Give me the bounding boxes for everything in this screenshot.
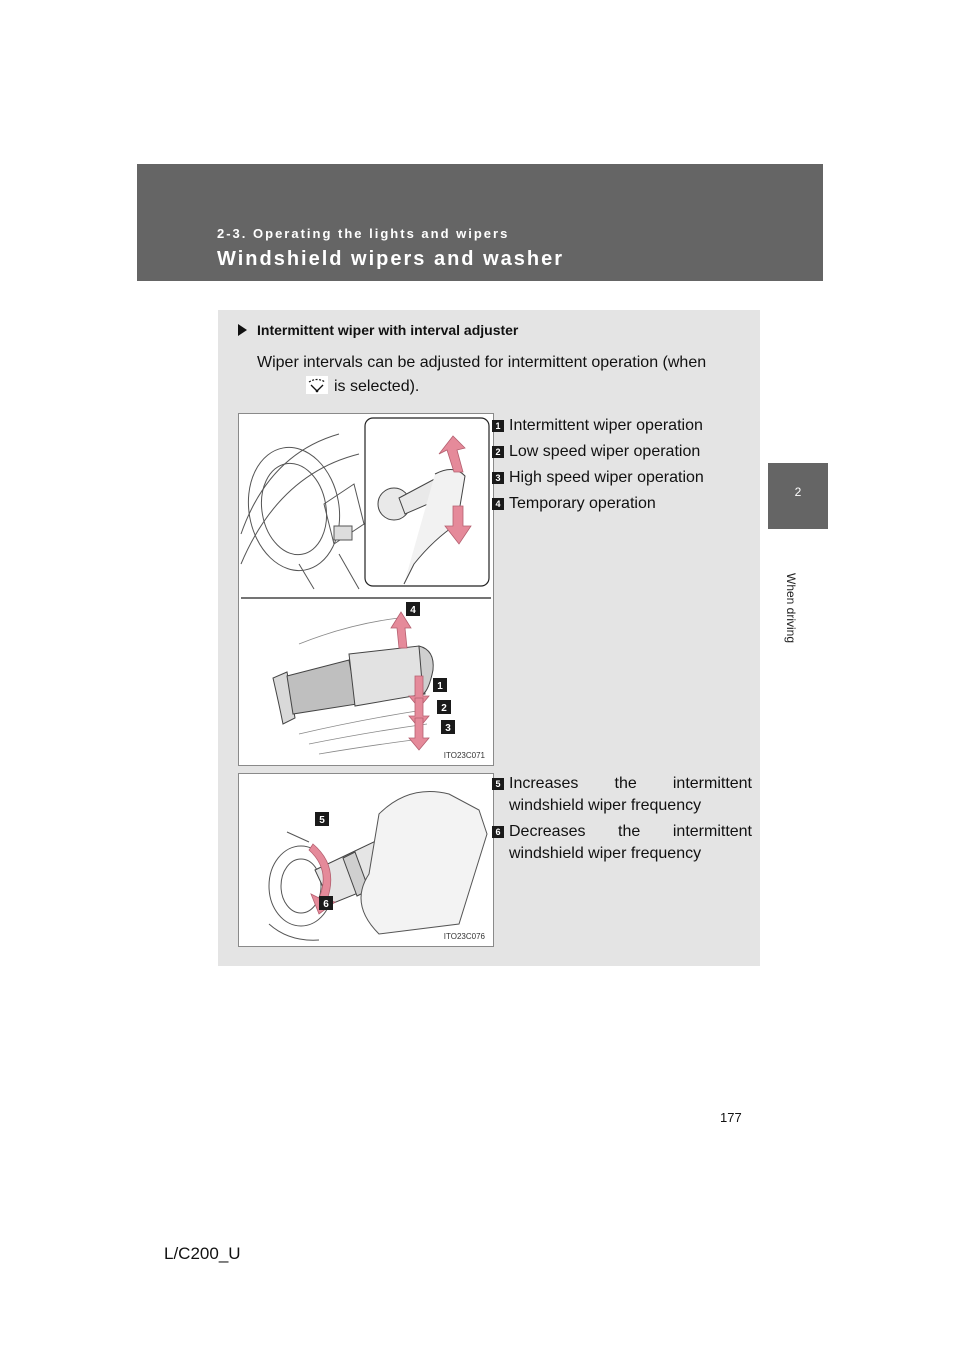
section-label: 2-3. Operating the lights and wipers <box>217 226 510 241</box>
figure-wiper-lever-positions <box>238 413 494 766</box>
legend-item <box>492 493 752 515</box>
svg-text:5: 5 <box>319 815 325 826</box>
interval-adjuster-illustration <box>239 774 493 946</box>
footer-code: L/C200_U <box>164 1244 241 1263</box>
content-panel <box>218 310 760 966</box>
callout-3 <box>441 720 455 734</box>
legend-item <box>492 415 752 437</box>
legend-text: Increases the intermittent windshield wiper frequency <box>509 775 752 814</box>
legend-text: Low speed wiper operation <box>509 443 701 460</box>
legend-text: Decreases the intermittent windshield wiper frequency <box>509 823 752 862</box>
subheading-text: Intermittent wiper with interval adjuster <box>257 322 519 338</box>
legend-text: High speed wiper operation <box>509 469 704 486</box>
figure-code: ITO23C071 <box>443 751 485 760</box>
number-badge: 5 <box>492 778 504 790</box>
triangle-bullet-icon <box>238 324 247 336</box>
legend-item <box>492 773 752 817</box>
wiper-lever-illustration <box>239 414 493 765</box>
figure-interval-adjuster <box>238 773 494 947</box>
wiper-intermittent-icon <box>306 376 328 394</box>
chapter-header <box>137 164 823 281</box>
number-badge: 2 <box>492 446 504 458</box>
svg-text:2: 2 <box>441 703 447 714</box>
callout-2 <box>437 700 451 714</box>
subheading <box>238 322 518 338</box>
intro-line-2 <box>257 375 747 399</box>
legend-lever-positions <box>492 415 752 519</box>
legend-interval-adjuster <box>492 773 752 869</box>
svg-text:4: 4 <box>410 605 416 616</box>
intro-line-2-text: is selected). <box>334 378 420 395</box>
legend-item <box>492 467 752 489</box>
callout-5 <box>315 812 329 826</box>
legend-text: Intermittent wiper operation <box>509 417 703 434</box>
number-badge: 1 <box>492 420 504 432</box>
intro-paragraph <box>257 351 747 399</box>
svg-text:1: 1 <box>437 681 443 692</box>
legend-item <box>492 441 752 463</box>
figure-code: ITO23C076 <box>443 932 485 941</box>
number-badge: 4 <box>492 498 504 510</box>
callout-4 <box>406 602 420 616</box>
page-title: Windshield wipers and washer <box>217 248 564 270</box>
chapter-thumb-tab <box>768 463 828 529</box>
intro-line-1: Wiper intervals can be adjusted for intermittent operation (when <box>257 354 707 371</box>
callout-6 <box>319 896 333 910</box>
chapter-side-label: When driving <box>784 572 798 644</box>
page-number: 177 <box>720 1110 742 1125</box>
svg-text:6: 6 <box>323 899 329 910</box>
chapter-number: 2 <box>794 485 802 499</box>
legend-item <box>492 821 752 865</box>
number-badge: 6 <box>492 826 504 838</box>
number-badge: 3 <box>492 472 504 484</box>
svg-text:3: 3 <box>445 723 451 734</box>
legend-text: Temporary operation <box>509 495 656 512</box>
callout-1 <box>433 678 447 692</box>
